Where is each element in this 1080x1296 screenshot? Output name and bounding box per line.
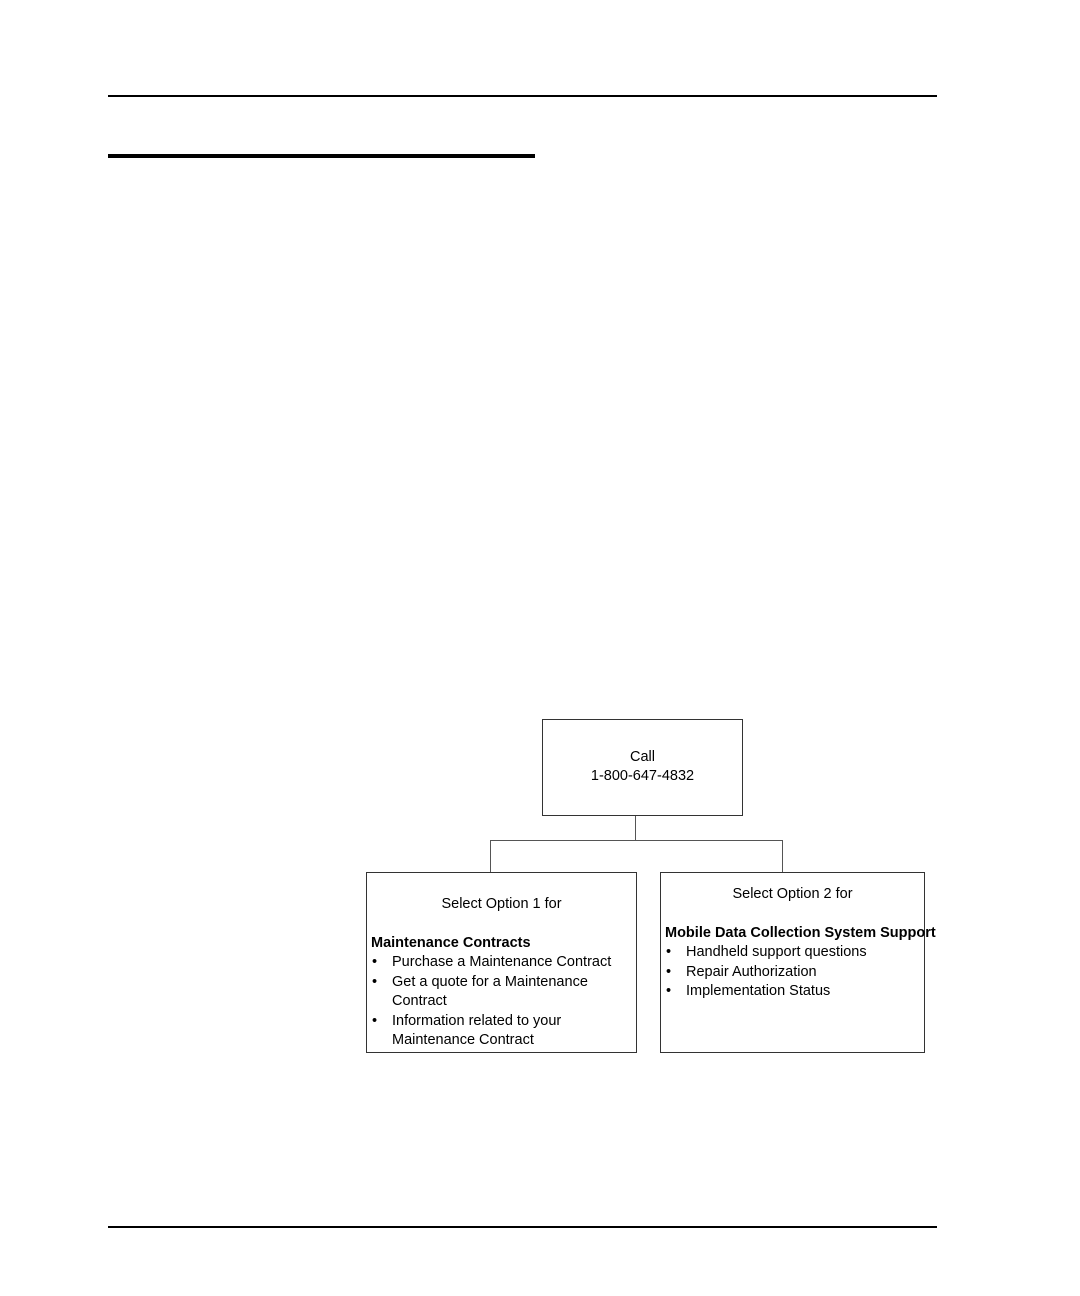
call-box <box>542 719 743 816</box>
option-2-heading: Mobile Data Collection System Support <box>665 924 936 941</box>
option-2-box <box>660 872 936 1053</box>
list-item: • Information related to your Maintenance Contract <box>372 1012 562 1048</box>
connector-line-horizontal <box>490 840 783 841</box>
list-item: • Repair Authorization <box>665 963 920 983</box>
option-1-heading: Maintenance Contracts <box>371 934 531 951</box>
option-2-intro: Select Option 2 for <box>732 886 853 902</box>
option-1-box <box>366 872 637 1053</box>
bullet-icon: • <box>372 1012 378 1029</box>
bullet-icon: • <box>666 983 672 999</box>
phone-number: 1-800-647-4832 <box>590 768 695 784</box>
list-item: • Get a quote for a Maintenance Contract <box>372 973 588 1009</box>
call-label: Call <box>630 749 655 765</box>
connector-line-right <box>782 840 783 873</box>
option-2-list <box>665 943 920 1002</box>
list-item: • Purchase a Maintenance Contract <box>371 953 632 973</box>
bullet-icon: • <box>372 973 378 990</box>
option-1-list <box>371 953 632 1051</box>
connector-line-left <box>490 840 491 873</box>
list-item: • Handheld support questions <box>665 943 920 963</box>
section-heading-rule <box>108 154 535 158</box>
bullet-icon: • <box>666 963 672 980</box>
bullet-icon: • <box>372 954 378 970</box>
list-item: • Implementation Status <box>665 982 920 1002</box>
connector-line-down <box>635 815 636 840</box>
option-1-intro: Select Option 1 for <box>441 896 562 912</box>
bullet-icon: • <box>666 944 672 960</box>
header-rule <box>108 95 937 97</box>
footer-rule <box>108 1226 937 1228</box>
